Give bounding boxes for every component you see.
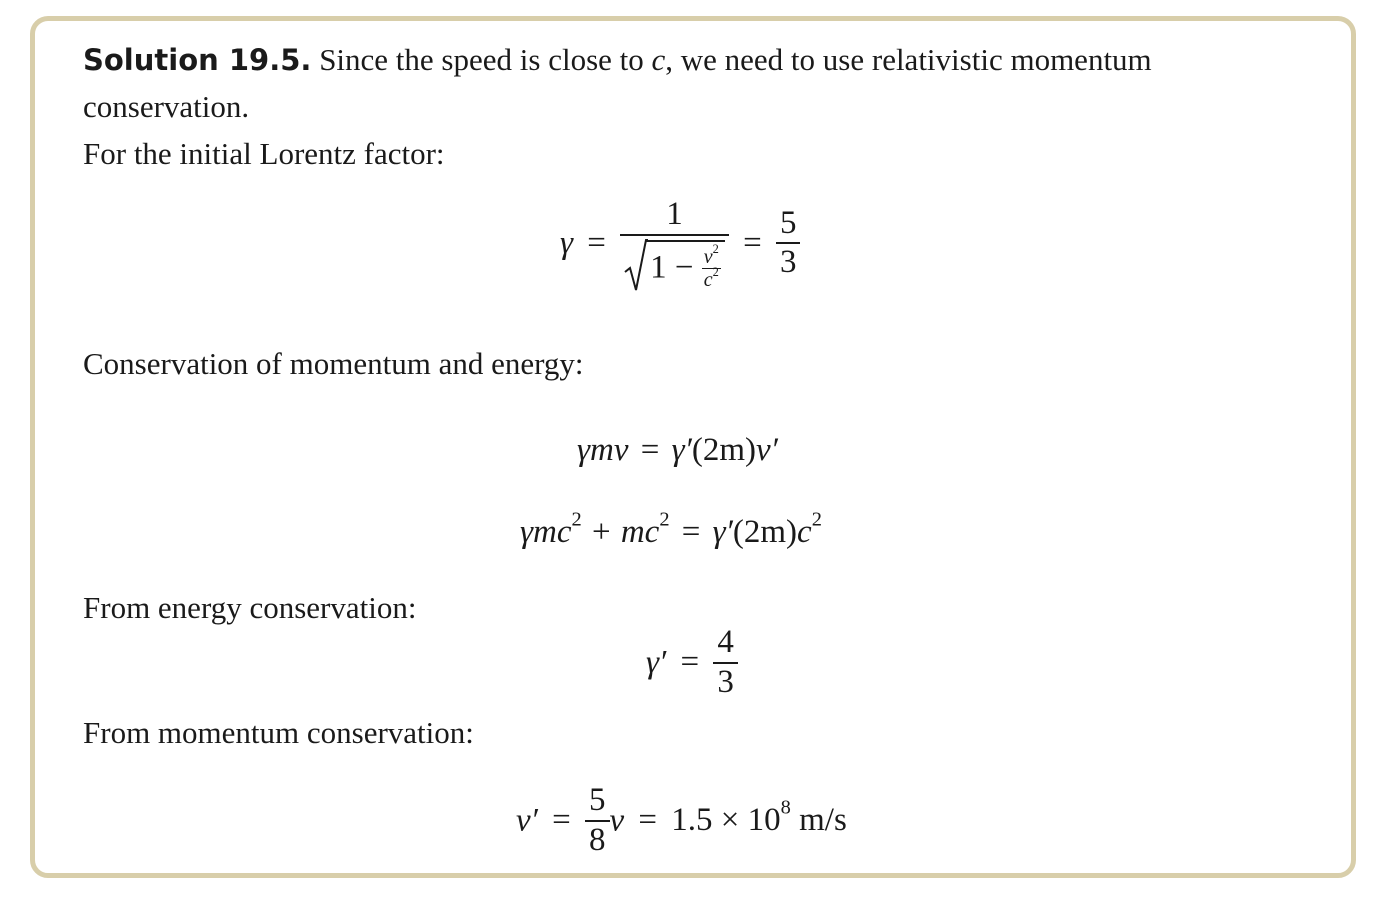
intro-text-b: , we need to use relativistic momentum: [665, 42, 1152, 77]
momentum-lhs: γmv: [577, 432, 629, 468]
intro-text-a: Since the speed is close to: [311, 42, 652, 77]
v-prime-result: [671, 797, 847, 839]
energy-mass: (2m): [732, 514, 798, 550]
energy-plus: +: [591, 514, 611, 550]
intro-line-2: conservation.: [83, 89, 250, 124]
v-prime-v: v: [609, 802, 625, 839]
v-prime-eq1: =: [552, 802, 571, 839]
gamma-prime-eq: =: [680, 644, 700, 681]
gamma-fraction-den: [620, 234, 729, 291]
v-prime-den: 8: [585, 820, 610, 860]
gamma-equation: [560, 196, 800, 291]
momentum-heading: From momentum conservation:: [83, 715, 474, 750]
v-sym: v: [703, 245, 713, 268]
energy-eq: =: [681, 514, 701, 550]
energy-equation: $\gamma mc^2 + mc^2 = \gamma'(2m)c^2$: [520, 508, 822, 550]
energy-heading: From energy conservation:: [83, 590, 417, 625]
gamma-fraction: [620, 196, 729, 291]
v-prime-exp: 8: [780, 797, 791, 820]
energy-gamma-prime: γ′: [712, 514, 733, 550]
gamma-result-den: 3: [776, 242, 801, 282]
gamma-prime-equation: [646, 624, 738, 702]
solution-label: Solution 19.5.: [83, 43, 312, 77]
gamma-prime-lhs: γ′: [646, 644, 667, 681]
lorentz-heading: For the initial Lorentz factor:: [83, 136, 445, 171]
gamma-prime-num: 4: [717, 624, 734, 660]
gamma-eq2: =: [743, 224, 762, 261]
energy-term2: mc: [620, 514, 660, 550]
gamma-eq1: =: [587, 224, 606, 261]
v-prime-eq2: =: [638, 802, 658, 839]
intro-var-c: c: [651, 42, 666, 77]
gamma-result: [776, 205, 801, 283]
radical-sign: [624, 236, 648, 294]
v-prime-lhs: v′: [516, 802, 538, 839]
momentum-mass: (2m): [691, 432, 756, 468]
conservation-heading: Conservation of momentum and energy:: [83, 346, 584, 381]
one-minus: 1 −: [650, 249, 694, 286]
momentum-equation: [577, 432, 778, 469]
gamma-result-num: 5: [779, 204, 797, 241]
v-prime-value: 1.5 × 10: [671, 802, 781, 839]
gamma-lhs: γ: [560, 224, 574, 261]
sqrt-content: [646, 240, 725, 291]
energy-c: c: [797, 514, 812, 550]
gamma-prime-fraction: [713, 624, 738, 702]
momentum-eq: =: [640, 432, 660, 468]
gamma-fraction-num: 1: [666, 196, 683, 232]
v-prime-num: 5: [589, 782, 606, 818]
sqrt: [624, 236, 725, 291]
c-sym: c: [703, 268, 713, 291]
v-prime-unit: m/s: [799, 802, 847, 839]
v-prime-equation: [516, 782, 847, 860]
momentum-gamma-prime: γ′: [671, 432, 692, 468]
v-prime-fraction: [585, 782, 610, 860]
energy-term1: γmc: [520, 514, 572, 550]
solution-intro: [83, 36, 1152, 84]
v2-over-c2: $\frac{v^2}{c^2}$: [703, 242, 719, 291]
momentum-v-prime: v′: [756, 432, 778, 468]
gamma-prime-den: 3: [713, 662, 738, 702]
